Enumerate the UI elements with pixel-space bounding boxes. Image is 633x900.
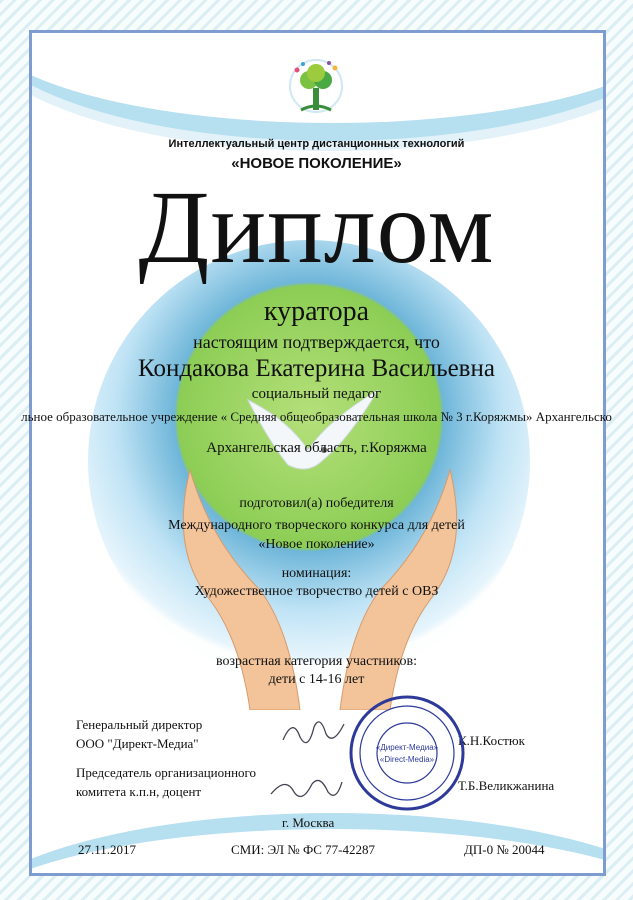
chair-name: Т.Б.Великжанина [458,778,555,793]
place: г. Москва [282,815,335,830]
organization-brand: «НОВОЕ ПОКОЛЕНИЕ» [231,155,402,172]
stamp-text-2: «Direct-Media» [379,755,435,764]
issue-date: 27.11.2017 [78,842,137,857]
school-name: льное образовательное учреждение « Средняя общеобразовательная школа № 3 г.Коряжмы» Архангельско [21,409,612,424]
recipient-name: Кондакова Екатерина Васильевна [138,355,495,382]
director-name: К.Н.Костюк [458,733,525,748]
recipient-role: куратора [263,296,370,327]
diploma-number: ДП-0 № 20044 [464,842,545,857]
official-stamp [348,694,466,812]
chair-title-line2: комитета к.п.н, доцент [76,784,202,799]
chair-signature [266,772,346,806]
organization-name: Интеллектуальный центр дистанционных технологий [168,138,465,150]
confirm-text: настоящим подтверждается, что [193,332,440,352]
contest-name: Международного творческого конкурса для детей [168,518,465,533]
chair-title-line1: Председатель организационного [76,765,257,780]
diploma-title: Диплом [138,170,495,285]
recipient-position: социальный педагог [251,386,382,402]
prepared-text: подготовил(а) победителя [239,496,394,511]
nomination-label: номинация: [281,566,352,581]
tree-logo-icon [281,58,351,118]
age-category-label: возрастная категория участников: [216,654,417,669]
director-signature [278,712,348,752]
city: Архангельская область, г.Коряжма [206,440,427,456]
stamp-text-1: «Директ-Медиа» [375,743,439,752]
contest-title: «Новое поколение» [258,537,375,552]
director-title-line2: ООО "Директ-Медиа" [76,736,199,751]
age-category-value: дети с 14-16 лет [268,672,365,687]
director-title-line1: Генеральный директор [76,717,203,732]
nomination-value: Художественное творчество детей с ОВЗ [194,584,439,599]
media-registration: СМИ: ЭЛ № ФС 77-42287 [231,842,375,857]
